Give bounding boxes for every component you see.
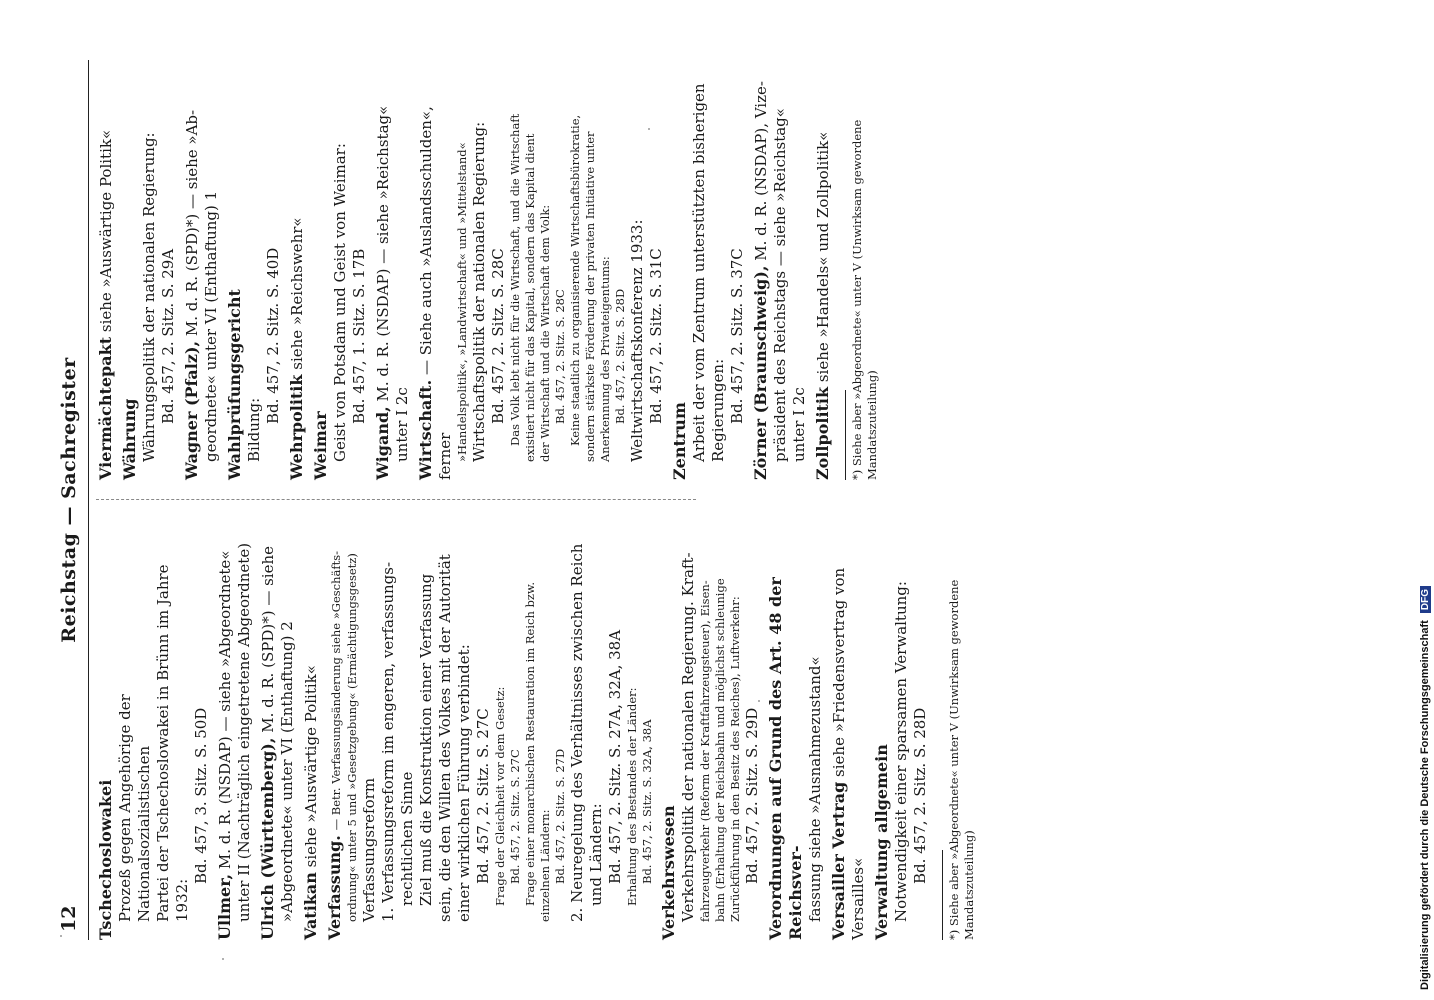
index-entry-heading: Währung <box>120 398 139 480</box>
index-entry-text: M. d. R. (NSDAP) — siehe »Reichstag« <box>374 105 392 402</box>
index-entry-line: Bd. 457, 2. Sitz. S. 28C <box>553 289 567 424</box>
index-entry-line: 1932: <box>173 878 191 922</box>
footnote: *) Siehe aber »Abgeordnete« unter V (Unwirksam gewordene Mandatszuteilung) <box>850 119 879 480</box>
index-entry-line: 2. Neuregelung des Verhältnisses zwischen Reich <box>568 543 586 922</box>
index-entry-text: M. d. R. (NSDAP), Vize- <box>752 81 770 261</box>
index-entry <box>751 60 809 480</box>
index-entry-line: Bd. 457, 2. Sitz. S. 32A, 38A <box>640 719 654 884</box>
index-entry-line: Bd. 457, 2. Sitz. S. 28C <box>489 248 507 424</box>
index-entry-line: Währungspolitik der nationalen Regierung: <box>140 132 158 462</box>
funding-notice <box>1419 10 1434 990</box>
index-entry-line: Bd. 457, 2. Sitz. S. 29A <box>159 248 177 424</box>
index-entry-text: siehe »Friedensvertrag von Versailles« <box>830 567 867 940</box>
index-entry-line: Bd. 457, 2. Sitz. S. 29D <box>743 707 761 884</box>
index-entry-line: Bd. 457, 2. Sitz. S. 27D <box>553 748 567 884</box>
index-entry-heading: Tschechoslowakei <box>96 779 115 940</box>
index-entry-first-line <box>872 520 892 940</box>
index-entry <box>670 60 747 480</box>
index-entry-line: Arbeit der vom Zentrum unterstützten bisherigen <box>690 83 708 462</box>
index-entry-heading: Verwaltung allgemein <box>872 744 891 940</box>
index-entry-first-line <box>659 520 679 940</box>
index-entry-line: Zurückführung in den Besitz des Reiches), Luftverkehr: <box>728 596 742 922</box>
index-entry-heading: Zentrum <box>670 402 689 480</box>
index-entry <box>416 60 666 480</box>
index-entry-first-line <box>301 520 321 940</box>
index-entry-line: Bd. 457, 2. Sitz. S. 27C <box>474 708 492 884</box>
index-entry-first-line <box>670 60 690 480</box>
index-entry-heading: Vatikan <box>301 872 320 940</box>
index-entry-line: existiert nicht für das Kapital, sondern das Kapital dient <box>523 133 537 462</box>
index-entry-text: — Siehe auch »Auslandsschulden«, ferner <box>417 106 454 480</box>
index-entry-line: Verfassungsreform <box>360 777 378 922</box>
index-entry-line: Das Volk lebt nicht für die Wirtschaft, und die Wirtschaft <box>508 113 522 446</box>
page-header <box>52 60 92 940</box>
index-entry-line: Bd. 457, 2. Sitz. S. 27A, 32A, 38A <box>606 629 624 884</box>
index-entry-first-line <box>258 520 278 940</box>
footnote-rule <box>942 850 943 940</box>
page-number: 12 <box>58 905 80 932</box>
index-entry-line: sein, die den Willen des Volkes mit der Autorität <box>436 554 454 922</box>
index-entry-line: unter I 2c <box>790 387 808 462</box>
index-entry-line: Geist von Potsdam und Geist von Weimar: <box>331 143 349 462</box>
index-entry-line: Bd. 457, 2. Sitz. S. 31C <box>647 248 665 424</box>
index-entry-heading: Wagner (Pfalz), <box>182 340 201 480</box>
index-entry <box>813 60 833 480</box>
index-entry <box>287 60 307 480</box>
index-entry-first-line <box>751 60 771 480</box>
index-entry-line: unter I 2c <box>393 387 411 462</box>
index-entry-first-line <box>766 520 806 940</box>
index-entry <box>225 60 283 480</box>
dfg-logo: DFG <box>1420 586 1431 613</box>
index-entry-text: siehe »Auswärtige Politik« <box>302 665 320 868</box>
index-entry-first-line <box>416 60 455 480</box>
index-entry-line: rechtlichen Sinne <box>398 771 416 906</box>
index-entry-heading: Ulrich (Württemberg), <box>258 737 277 940</box>
index-entry-line: geordnete« unter VI (Enthaftung) 1 <box>202 190 220 462</box>
index-entry-line: Keine staatlich zu organisierende Wirtschaftsbürokratie, <box>568 114 582 446</box>
index-entry-line: Weltwirtschaftskonferenz 1933: <box>628 219 646 462</box>
index-entry-line: Ziel muß die Konstruktion einer Verfassung <box>417 573 435 906</box>
index-entry <box>301 520 321 940</box>
index-entry-heading: Verkehrswesen <box>659 805 678 940</box>
index-entry-line: Bd. 457, 2. Sitz. S. 37C <box>728 248 746 424</box>
funding-sidebar <box>1419 10 1434 990</box>
index-entry-line: ordnung« unter 5 und »Gesetzgebung« (Ermächtigungsgesetz) <box>345 553 359 922</box>
index-entry <box>96 520 211 940</box>
index-entry-line: Frage der Gleichheit vor dem Gesetz: <box>493 686 507 906</box>
index-entry-line: Notwendigkeit einer sparsamen Verwaltung: <box>892 581 910 922</box>
index-entry-line: Erhaltung des Bestandes der Länder: <box>625 687 639 906</box>
index-entry-heading: Wirtschaft. <box>416 379 435 480</box>
index-entry-text: siehe »Handels« und Zollpolitik« <box>814 131 832 383</box>
index-entry-line: und Ländern: <box>587 803 605 906</box>
index-entry-heading: Versailler Vertrag <box>829 781 848 940</box>
page-title: Reichstag — Sachregister <box>58 357 80 643</box>
column-divider <box>96 499 696 500</box>
index-entry-line: präsident des Reichstags — siehe »Reichstag« <box>771 108 789 462</box>
index-entry-line: Anerkennung des Privateigentums: <box>598 256 612 462</box>
index-entry-line: Frage einer monarchischen Restauration im Reich bzw. <box>523 581 537 906</box>
scan-speck <box>648 128 650 130</box>
index-entry-line: Partei der Tschechoslowakei in Brünn im Jahre <box>154 564 172 922</box>
index-entry-line: 1. Verfassungsreform im engeren, verfassungs- <box>379 561 397 922</box>
index-entry-text: M. d. R. (SPD)*) — siehe »Ab- <box>183 109 201 337</box>
index-entry-heading: Wigand, <box>373 406 392 480</box>
index-entry-line: unter II (Nachträglich eingetretene Abgeordnete) <box>235 542 253 922</box>
index-entry-line: Regierungen: <box>709 358 727 462</box>
index-entry-heading: Zörner (Braunschweig), <box>751 265 770 480</box>
index-entry-first-line <box>373 60 393 480</box>
index-entry-line: einer wirklichen Führung verbindet: <box>455 644 473 922</box>
index-entry-line: sondern stärkste Förderung der privaten Initiative unter <box>583 131 597 462</box>
index-entry-heading: Weimar <box>311 411 330 480</box>
index-entry-line: Bd. 457, 2. Sitz. S. 27C <box>508 749 522 884</box>
index-entry-line: Bd. 457, 2. Sitz. S. 40D <box>264 247 282 424</box>
footnote: *) Siehe aber »Abgeordnete« unter V (Unwirksam gewordene Mandatszuteilung) <box>947 579 976 940</box>
index-entry-first-line <box>813 60 833 480</box>
scan-speck <box>60 935 62 937</box>
index-entry <box>96 60 116 480</box>
left-column <box>96 520 977 940</box>
index-entry-line: fassung siehe »Ausnahmezustand« <box>806 656 824 922</box>
index-entry-line: Wirtschaftspolitik der nationalen Regierung: <box>470 121 488 462</box>
index-entry-heading: Wahlprüfungsgericht <box>225 289 244 480</box>
footnote-rule <box>845 390 846 480</box>
index-entry <box>120 60 178 480</box>
index-entry-heading: Ullmer, <box>215 873 234 940</box>
index-entry-line: fahrzeugverkehr (Reform der Kraftfahrzeugsteuer), Eisen- <box>698 580 712 922</box>
index-entry <box>766 520 825 940</box>
index-entry-heading: Wehrpolitik <box>287 374 306 480</box>
index-entry-first-line <box>120 60 140 480</box>
index-entry-line: Bd. 457, 1. Sitz. S. 17B <box>350 248 368 424</box>
rotated-scan-content <box>52 60 1072 940</box>
index-entry-line: Bd. 457, 3. Sitz. S. 50D <box>192 707 210 884</box>
index-entry <box>829 520 868 940</box>
index-entry <box>373 60 412 480</box>
index-entry-first-line <box>311 60 331 480</box>
index-entry-text: M. d. R. (NSDAP) — siehe »Abgeordnete« <box>216 550 234 870</box>
header-rule <box>88 60 89 940</box>
scan-speck <box>758 700 760 702</box>
index-entry-line: Prozeß gegen Angehörige der Nationalsozialistischen <box>116 694 153 922</box>
index-entry-first-line <box>287 60 307 480</box>
index-entry-first-line <box>225 60 245 480</box>
right-column <box>96 60 880 480</box>
index-entry-first-line <box>182 60 202 480</box>
index-entry-text: — Betr. Verfassungsänderung siehe »Geschäfts- <box>329 550 343 831</box>
index-entry-line: bahn (Erhaltung der Reichsbahn und möglichst schleunige <box>713 578 727 922</box>
index-entry-line: einzelnen Ländern: <box>538 809 552 922</box>
index-entry-first-line <box>96 60 116 480</box>
index-entry-line: Bd. 457, 2. Sitz. S. 28D <box>613 288 627 424</box>
index-entry-line: »Abgeordnete« unter VI (Enthaftung) 2 <box>278 621 296 922</box>
index-entry-text: siehe »Auswärtige Politik« <box>97 129 115 333</box>
index-entry-line: Verkehrspolitik der nationalen Regierung. Kraft- <box>679 552 697 922</box>
scan-speck <box>222 958 224 960</box>
index-entry-line: Bildung: <box>245 397 263 462</box>
index-entry-heading: Zollpolitik <box>813 386 832 480</box>
index-entry <box>325 520 655 940</box>
index-entry-first-line <box>96 520 116 940</box>
index-entry-first-line <box>325 520 345 940</box>
index-entry-heading: Viermächtepakt <box>96 336 115 480</box>
index-entry <box>215 520 254 940</box>
index-entry-line: der Wirtschaft und die Wirtschaft dem Volk: <box>538 204 552 462</box>
index-entry-heading: Verfassung. <box>325 835 344 940</box>
index-entry <box>182 60 221 480</box>
index-entry-first-line <box>829 520 868 940</box>
index-entry-line: »Handelspolitik«, »Landwirtschaft« und »Mittelstand« <box>455 142 469 462</box>
index-entry <box>258 520 297 940</box>
index-entry-first-line <box>215 520 235 940</box>
index-entry <box>311 60 369 480</box>
index-entry-text: M. d. R. (SPD)*) — siehe <box>259 546 277 733</box>
index-entry-line: Bd. 457, 2. Sitz. S. 28D <box>911 707 929 884</box>
index-entry <box>872 520 930 940</box>
index-entry-text: siehe »Reichswehr« <box>288 217 306 370</box>
index-entry-heading: Verordnungen auf Grund des Art. 48 der Reichsver- <box>766 577 805 940</box>
index-entry <box>659 520 762 940</box>
funding-text: Digitalisierung gefördert durch die Deutsche Forschungsgemeinschaft <box>1419 620 1431 990</box>
